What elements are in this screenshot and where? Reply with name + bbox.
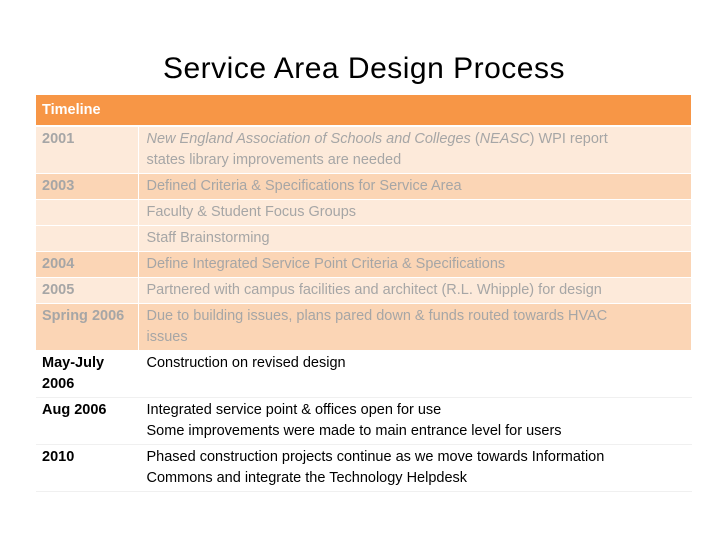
timeline-year: [36, 226, 138, 252]
description-line: [147, 353, 685, 374]
description-line: [147, 327, 685, 348]
description-line: [147, 447, 685, 468]
table-row: [36, 200, 691, 226]
slide-title: Service Area Design Process: [162, 52, 565, 85]
description-line: [147, 228, 685, 249]
timeline-description: [138, 398, 691, 445]
description-line: [147, 400, 685, 421]
description-text: issues: [146, 329, 188, 345]
timeline-description: [138, 200, 691, 226]
timeline-year: [36, 200, 138, 226]
table-row: [36, 445, 691, 492]
description-italic-text: New England Association of Schools and Colleges: [146, 131, 471, 147]
description-text: Partnered with campus facilities and architect (R.L. Whipple) for design: [146, 282, 602, 298]
description-text: Define Integrated Service Point Criteria & Specifications: [146, 256, 506, 272]
timeline-description: [138, 304, 691, 351]
table-row: [36, 351, 691, 398]
description-line: [147, 468, 685, 489]
table-row: [36, 398, 691, 445]
timeline-description: [138, 174, 691, 200]
description-line: [147, 254, 685, 275]
timeline-description: [138, 351, 691, 398]
description-text: Defined Criteria & Specifications for Service Area: [146, 178, 462, 194]
timeline-year: 2001: [36, 126, 138, 174]
timeline-year: 2003: [36, 174, 138, 200]
timeline-table: [36, 95, 692, 492]
timeline-year: 2005: [36, 278, 138, 304]
timeline-year: Spring 2006: [36, 304, 138, 351]
timeline-year: 2004: [36, 252, 138, 278]
timeline-description: [138, 126, 691, 174]
description-text: Due to building issues, plans pared down & funds routed towards HVAC: [146, 308, 608, 324]
description-line: [147, 280, 685, 301]
timeline-description: [138, 226, 691, 252]
table-header-row: [36, 95, 691, 126]
timeline-year: Aug 2006: [36, 398, 138, 445]
table-row: [36, 126, 691, 174]
timeline-description: [138, 278, 691, 304]
description-line: [147, 129, 685, 150]
description-text: states library improvements are needed: [146, 152, 402, 168]
timeline-body: [36, 126, 691, 492]
description-text: Construction on revised design: [146, 355, 346, 371]
timeline-year: May-July 2006: [36, 351, 138, 398]
description-line: [147, 202, 685, 223]
description-text: ) WPI report: [529, 131, 608, 147]
description-text: Staff Brainstorming: [146, 230, 270, 246]
timeline-year: 2010: [36, 445, 138, 492]
description-text: Some improvements were made to main entrance level for users: [146, 423, 562, 439]
description-line: [147, 150, 685, 171]
timeline-description: [138, 252, 691, 278]
table-row: [36, 252, 691, 278]
description-line: [147, 306, 685, 327]
table-row: [36, 278, 691, 304]
description-line: [147, 176, 685, 197]
description-text: (: [470, 131, 480, 147]
description-line: [147, 421, 685, 442]
description-text: Commons and integrate the Technology Helpdesk: [146, 470, 468, 486]
table-row: [36, 226, 691, 252]
description-text: Phased construction projects continue as we move towards Information: [146, 449, 605, 465]
timeline-description: [138, 445, 691, 492]
table-row: [36, 174, 691, 200]
table-row: [36, 304, 691, 351]
table-header-timeline: Timeline: [36, 95, 691, 126]
description-text: Integrated service point & offices open for use: [146, 402, 442, 418]
description-italic-text: NEASC: [479, 131, 530, 147]
description-text: Faculty & Student Focus Groups: [146, 204, 357, 220]
